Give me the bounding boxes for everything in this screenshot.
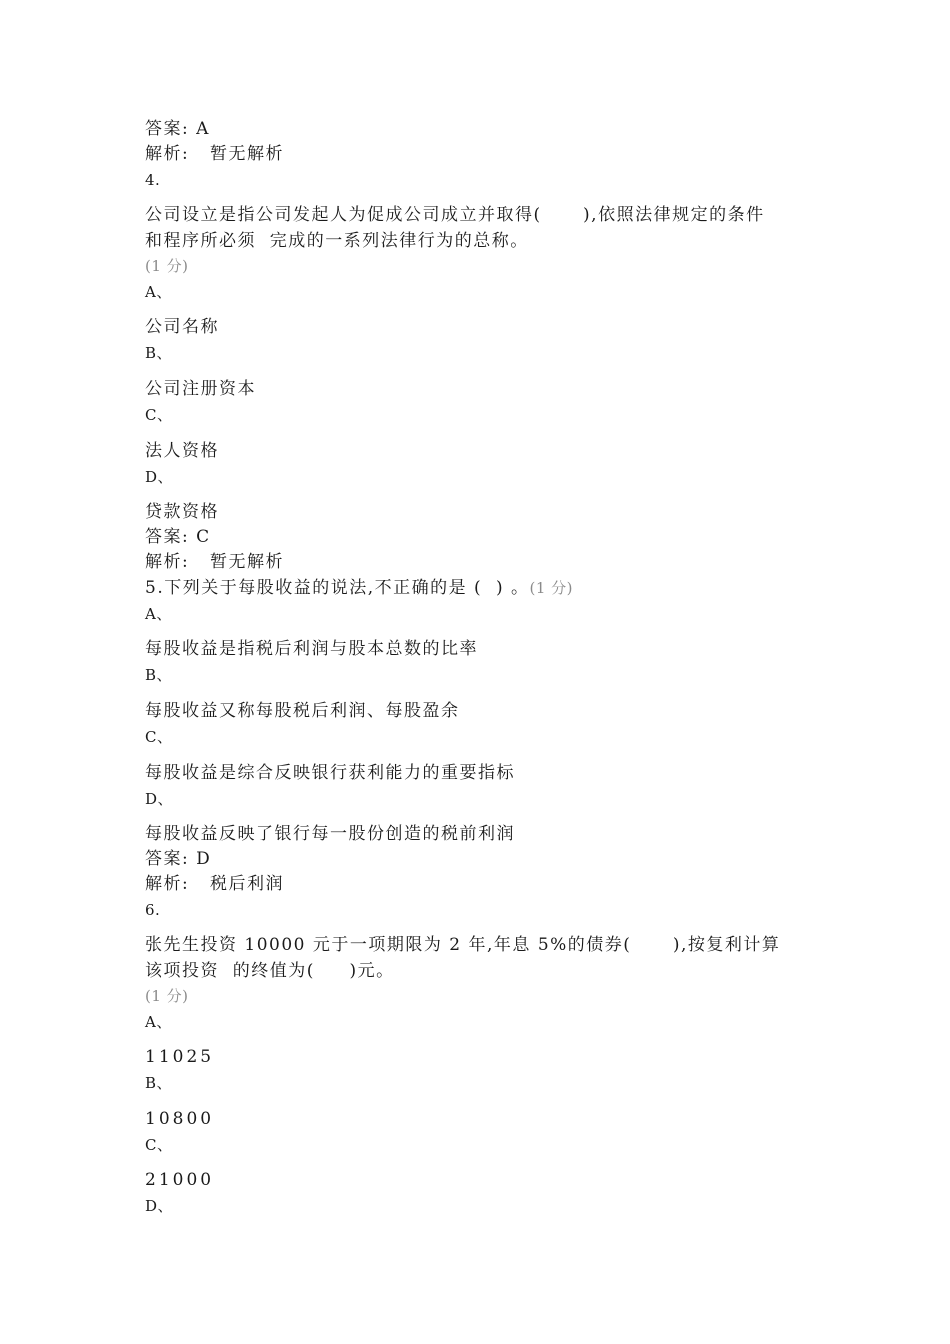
q5-option-a-letter: A、 [145,605,172,623]
q6-stem-line1: 张先生投资 10000 元于一项期限为 2 年,年息 5%的债券( ),按复利计算 [145,935,781,955]
q4-option-b-letter: B、 [145,344,173,362]
q5-stem-row [145,577,573,599]
q5-analysis: 解析: 税后利润 [145,874,284,894]
q4-option-c-letter: C、 [145,406,173,424]
q5-option-c-letter: C、 [145,728,173,746]
q6-score: (1 分) [145,987,189,1005]
q6-option-d-letter: D、 [145,1197,174,1215]
q4-option-c-text: 法人资格 [145,441,219,461]
q4-number: 4. [145,171,161,189]
q6-option-b-text: 10800 [145,1109,215,1129]
q4-answer: 答案: C [145,527,211,547]
q6-option-a-letter: A、 [145,1013,172,1031]
q4-option-d-text: 贷款资格 [145,502,219,522]
q4-option-d-letter: D、 [145,468,174,486]
q5-option-d-text: 每股收益反映了银行每一股份创造的税前利润 [145,824,515,844]
q6-option-c-letter: C、 [145,1136,173,1154]
q6-number: 6. [145,901,161,919]
q5-option-d-letter: D、 [145,790,174,808]
q4-option-a-text: 公司名称 [145,317,219,337]
q6-option-b-letter: B、 [145,1074,173,1092]
q5-option-a-text: 每股收益是指税后利润与股本总数的比率 [145,639,478,659]
q4-stem-line1: 公司设立是指公司发起人为促成公司成立并取得( ),依照法律规定的条件 [145,205,765,225]
q4-analysis: 解析: 暂无解析 [145,552,284,572]
q4-option-b-text: 公司注册资本 [145,379,256,399]
q4-score: (1 分) [145,257,189,275]
q3-answer: 答案: A [145,119,210,139]
q5-option-b-text: 每股收益又称每股税后利润、每股盈余 [145,701,460,721]
q5-option-b-letter: B、 [145,666,173,684]
q5-option-c-text: 每股收益是综合反映银行获利能力的重要指标 [145,763,515,783]
q5-answer: 答案: D [145,849,212,869]
q6-option-a-text: 11025 [145,1047,215,1067]
q6-option-c-text: 21000 [145,1170,215,1190]
q5-stem: 5.下列关于每股收益的说法,不正确的是 ( ) 。 [145,578,530,598]
q5-score: (1 分) [529,579,574,597]
q4-stem-line2: 和程序所必须 完成的一系列法律行为的总称。 [145,231,529,251]
q4-option-a-letter: A、 [145,283,172,301]
q6-stem-line2: 该项投资 的终值为( )元。 [145,961,395,981]
q3-analysis: 解析: 暂无解析 [145,144,284,164]
